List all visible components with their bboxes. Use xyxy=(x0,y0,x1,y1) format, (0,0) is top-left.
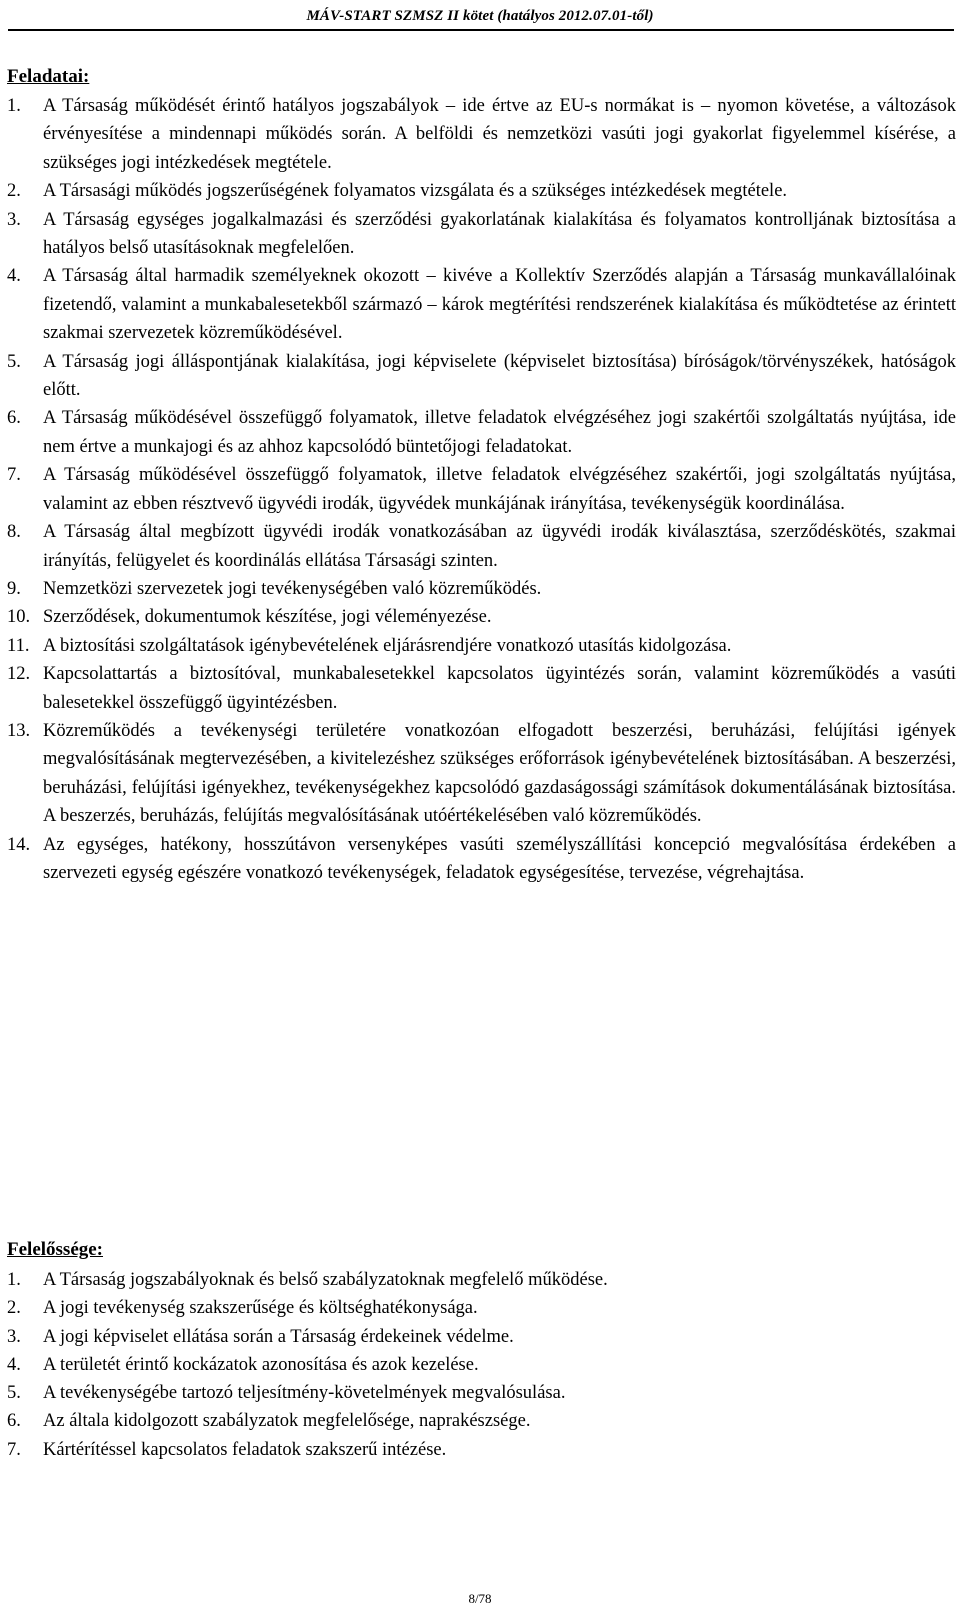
task-item-7 xyxy=(0,461,960,518)
item-text: A jogi tevékenység szakszerűsége és költséghatékonysága. xyxy=(43,1298,478,1319)
task-item-8 xyxy=(0,518,960,575)
item-number: 4. xyxy=(7,1354,21,1375)
header-divider xyxy=(8,29,954,31)
task-item-4 xyxy=(0,262,960,347)
item-text: Közreműködés a tevékenységi területére vonatkozóan elfogadott beszerzési, beruházási, felújítási igények megvalósításának megtervezésében, a kivitelezéshez szükséges erőforrások igénybevételének biztosításában. A beszerzési, beruházási, felújítási igényekhez, tevékenységekhez kapcsolódó gazdaságossági számítások dokumentálásának biztosítása. A beszerzés, beruházás, felújítás megvalósításának utóértékelésében való közreműködés. xyxy=(43,720,956,827)
responsibility-item-3 xyxy=(0,1323,960,1351)
item-number: 5. xyxy=(7,1383,21,1404)
responsibility-item-7 xyxy=(0,1436,960,1464)
item-number: 10. xyxy=(7,607,31,628)
item-text: A Társaság működését érintő hatályos jogszabályok – ide értve az EU-s normákat is – nyomon követése, a változások érvényesítése a mindennapi működés során. A belföldi és nemzetközi vasúti jogi gyakorlat figyelemmel kísérése, a szükséges jogi intézkedések megtétele. xyxy=(43,96,956,173)
item-number: 2. xyxy=(7,1298,21,1319)
task-item-11 xyxy=(0,632,960,660)
tasks-heading: Feladatai: xyxy=(7,66,90,87)
item-number: 1. xyxy=(7,1270,21,1290)
item-number: 1. xyxy=(7,96,21,116)
item-number: 4. xyxy=(7,266,21,287)
item-text: A Társaság által harmadik személyeknek okozott – kivéve a Kollektív Szerződés alapján a Társaság munkavállalóinak fizetendő, valamint a munkabalesetekből származó – károk megtérítési rendszerének kialakítása és működtetése az érintett szakmai szervezetek közreműködésével. xyxy=(43,266,956,344)
item-number: 13. xyxy=(7,720,31,741)
item-text: Az egységes, hatékony, hosszútávon versenyképes vasúti személyszállítási koncepció megvalósítása érdekében a szervezeti egység egészére vonatkozó tevékenységek, feladatok egységesítése, tervezése, végrehajtása. xyxy=(43,834,956,883)
item-number: 9. xyxy=(7,578,21,599)
item-text: A Társasági működés jogszerűségének folyamatos vizsgálata és a szükséges intézkedések megtétele. xyxy=(43,181,788,202)
item-number: 5. xyxy=(7,351,21,372)
item-number: 14. xyxy=(7,834,31,855)
task-item-9 xyxy=(0,575,960,603)
item-number: 3. xyxy=(7,1326,21,1347)
item-text: A Társaság jogi álláspontjának kialakítása, jogi képviselete (képviselet biztosítása) bíróságok/törvényszékek, hatóságok előtt. xyxy=(43,351,956,401)
item-text: A jogi képviselet ellátása során a Társaság érdekeinek védelme. xyxy=(43,1326,514,1347)
item-number: 6. xyxy=(7,408,21,429)
responsibility-item-5 xyxy=(0,1379,960,1407)
tasks-list xyxy=(0,92,960,887)
item-number: 11. xyxy=(7,635,30,656)
item-text: A Társaság működésével összefüggő folyamatok, illetve feladatok elvégzéséhez szakértői, jogi szolgáltatás nyújtása, valamint az ebben résztvevő ügyvédi irodák, ügyvédek munkájának irányítása, tevékenységük koordinálása. xyxy=(43,465,956,514)
item-number: 12. xyxy=(7,664,31,685)
responsibility-item-2 xyxy=(0,1294,960,1322)
item-number: 7. xyxy=(7,465,21,486)
responsibility-heading: Felelőssége: xyxy=(7,1239,104,1260)
item-number: 6. xyxy=(7,1411,21,1432)
responsibility-item-1 xyxy=(0,1266,960,1294)
item-text: A Társaság működésével összefüggő folyamatok, illetve feladatok elvégzéséhez jogi szakértői szolgáltatás nyújtása, ide nem értve a munkajogi és az ahhoz kapcsolódó büntetőjogi feladatokat. xyxy=(43,408,956,457)
task-item-6 xyxy=(0,404,960,461)
running-header: MÁV-START SZMSZ II kötet (hatályos 2012.07.01-től) xyxy=(306,8,654,24)
item-text: Kártérítéssel kapcsolatos feladatok szakszerű intézése. xyxy=(43,1439,447,1460)
task-item-3 xyxy=(0,206,960,263)
item-number: 8. xyxy=(7,522,21,543)
task-item-10 xyxy=(0,603,960,631)
item-text: A területét érintő kockázatok azonosítása és azok kezelése. xyxy=(43,1354,479,1375)
item-text: A tevékenységébe tartozó teljesítmény-követelmények megvalósulása. xyxy=(43,1383,566,1404)
task-item-1 xyxy=(0,92,960,177)
item-text: Kapcsolattartás a biztosítóval, munkabalesetekkel kapcsolatos ügyintézés során, valamint közreműködés a vasúti balesetekkel összefüggő ügyintézésben. xyxy=(43,664,956,713)
task-item-5 xyxy=(0,348,960,405)
task-item-2 xyxy=(0,177,960,205)
task-item-14 xyxy=(0,831,960,888)
responsibility-list xyxy=(0,1266,960,1464)
item-text: A Társaság jogszabályoknak és belső szabályzatoknak megfelelő működése. xyxy=(43,1270,608,1290)
item-number: 3. xyxy=(7,209,21,230)
item-text: Szerződések, dokumentumok készítése, jogi véleményezése. xyxy=(43,607,492,628)
item-number: 2. xyxy=(7,181,21,202)
item-number: 7. xyxy=(7,1439,21,1460)
item-text: A biztosítási szolgáltatások igénybevételének eljárásrendjére vonatkozó utasítás kidolgozása. xyxy=(43,635,732,656)
responsibility-item-6 xyxy=(0,1407,960,1435)
item-text: Az általa kidolgozott szabályzatok megfelelősége, naprakészsége. xyxy=(43,1411,531,1432)
task-item-12 xyxy=(0,660,960,717)
task-item-13 xyxy=(0,717,960,831)
page-number: 8/78 xyxy=(468,1591,492,1606)
item-text: A Társaság egységes jogalkalmazási és szerződési gyakorlatának kialakítása és folyamatos kontrolljának biztosítása a hatályos belső utasításoknak megfelelően. xyxy=(43,209,956,259)
responsibility-item-4 xyxy=(0,1351,960,1379)
item-text: Nemzetközi szervezetek jogi tevékenységében való közreműködés. xyxy=(43,578,542,599)
item-text: A Társaság által megbízott ügyvédi irodák vonatkozásában az ügyvédi irodák kiválasztása, szerződéskötés, szakmai irányítás, felügyelet és koordinálás ellátása Társasági szinten. xyxy=(43,522,956,571)
